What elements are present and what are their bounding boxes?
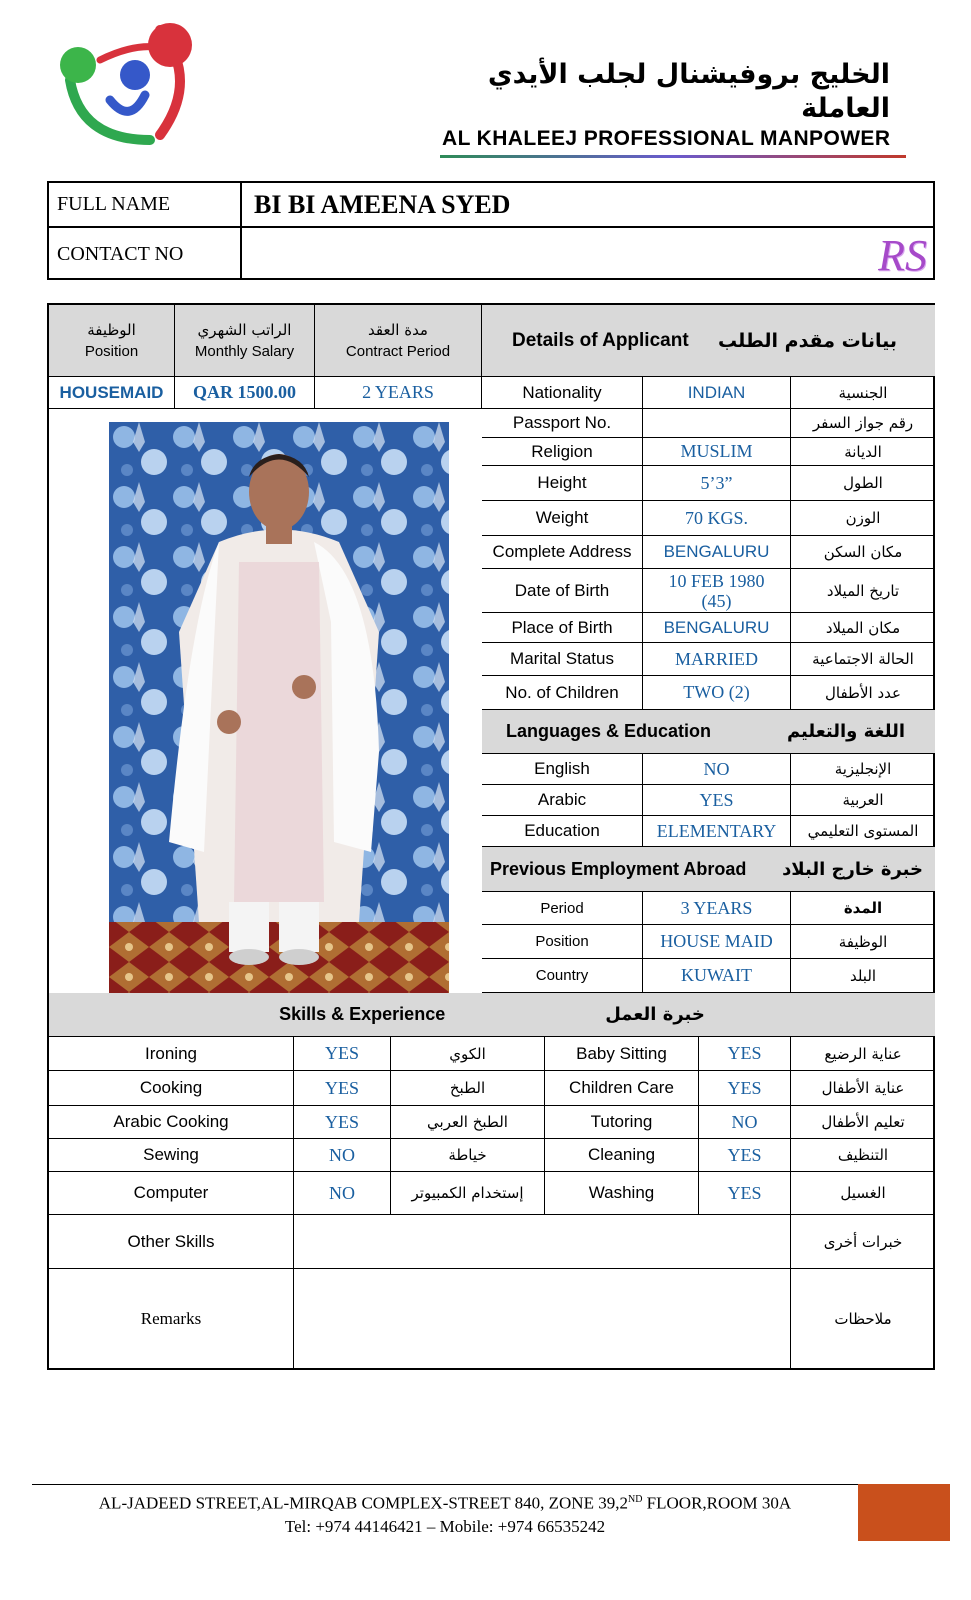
employment-value: HOUSE MAID	[643, 925, 791, 959]
applicant-value: BENGALURU	[643, 613, 791, 643]
remarks-label-ar: ملاحظات	[834, 1309, 892, 1328]
employment-value: 3 YEARS	[643, 892, 791, 925]
employment-label-ar: الوظيفة	[791, 925, 935, 959]
applicant-label-ar: عدد الأطفال	[791, 676, 935, 710]
skill-value: YES	[294, 1106, 391, 1139]
employment-label: Position	[482, 925, 643, 959]
skill-value: NO	[699, 1106, 791, 1139]
skill-value: YES	[294, 1037, 391, 1071]
languages-label-ar: المستوى التعليمي	[791, 816, 935, 847]
applicant-value: 70 KGS.	[643, 501, 791, 536]
employment-value: KUWAIT	[643, 959, 791, 993]
skill-label: Ironing	[49, 1037, 294, 1071]
application-form	[47, 303, 935, 1370]
applicant-header-ar: بيانات مقدم الطلب	[718, 329, 897, 352]
applicant-value: MUSLIM	[643, 438, 791, 466]
applicant-label: Nationality	[482, 377, 643, 409]
salary-header-en: Monthly Salary	[194, 342, 295, 360]
applicant-label-ar: الطول	[791, 466, 935, 501]
applicant-label-ar: تاريخ الميلاد	[791, 569, 935, 613]
skill-value: YES	[699, 1139, 791, 1172]
applicant-value	[643, 409, 791, 438]
skill-label-ar: تعليم الأطفال	[791, 1106, 935, 1139]
employment-header	[482, 847, 935, 892]
contact-label: CONTACT NO	[49, 228, 242, 280]
contract-header-en: Contract Period	[345, 342, 451, 360]
applicant-value: MARRIED	[643, 643, 791, 676]
skill-label-ar: الطبخ	[391, 1071, 545, 1106]
applicant-label: Weight	[482, 501, 643, 536]
contact-row	[49, 228, 933, 280]
employment-label-ar: المدة	[791, 892, 935, 925]
skill-label-ar: خياطة	[391, 1139, 545, 1172]
footer-address-tail: FLOOR,ROOM 30A	[642, 1493, 792, 1513]
languages-label-ar: الإنجليزية	[791, 754, 935, 785]
skill-label: Arabic Cooking	[49, 1106, 294, 1139]
salary-header	[175, 305, 315, 377]
skill-label: Cooking	[49, 1071, 294, 1106]
footer-accent-block	[858, 1484, 950, 1541]
skill-label: Children Care	[545, 1071, 699, 1106]
languages-label: English	[482, 754, 643, 785]
full-name-row	[49, 183, 933, 228]
contract-header	[315, 305, 482, 377]
applicant-value: TWO (2)	[643, 676, 791, 710]
applicant-value-line2: (45)	[701, 590, 732, 611]
initials-stamp: RS	[878, 231, 927, 280]
applicant-label-ar: الجنسية	[791, 377, 935, 409]
employment-label: Country	[482, 959, 643, 993]
applicant-label: Marital Status	[482, 643, 643, 676]
position-header	[49, 305, 175, 377]
salary-value: QAR 1500.00	[175, 377, 315, 409]
skill-label-ar: التنظيف	[791, 1139, 935, 1172]
employment-header-en: Previous Employment Abroad	[490, 858, 747, 879]
brand-underline	[440, 155, 906, 158]
applicant-label: Place of Birth	[482, 613, 643, 643]
applicant-header-en: Details of Applicant	[512, 329, 689, 351]
skill-value: YES	[699, 1071, 791, 1106]
applicant-label: Passport No.	[482, 409, 643, 438]
other-skills-value	[294, 1215, 791, 1269]
applicant-details-header	[482, 305, 935, 377]
skill-label: Baby Sitting	[545, 1037, 699, 1071]
languages-value: YES	[643, 785, 791, 816]
position-header-en: Position	[84, 342, 139, 360]
footer-address	[32, 1488, 858, 1538]
full-name-label: FULL NAME	[49, 183, 242, 226]
employment-header-ar: خبرة خارج البلاد	[782, 858, 923, 880]
employment-label: Period	[482, 892, 643, 925]
languages-label: Education	[482, 816, 643, 847]
contract-value: 2 YEARS	[315, 377, 482, 409]
skill-value: NO	[294, 1172, 391, 1215]
skill-label: Sewing	[49, 1139, 294, 1172]
applicant-label: Complete Address	[482, 536, 643, 569]
position-header-ar: الوظيفة	[87, 320, 136, 339]
applicant-value: 5’3”	[643, 466, 791, 501]
languages-label-ar: العربية	[791, 785, 935, 816]
skill-label-ar: عناية الرضيع	[791, 1037, 935, 1071]
skill-value: YES	[699, 1172, 791, 1215]
skill-label: Washing	[545, 1172, 699, 1215]
footer-rule	[32, 1484, 858, 1485]
other-skills-label: Other Skills	[49, 1215, 294, 1269]
skill-label-ar: عناية الأطفال	[791, 1071, 935, 1106]
footer-address-line	[32, 1488, 858, 1515]
applicant-value: BENGALURU	[643, 536, 791, 569]
skills-header-ar: خبرة العمل	[605, 1004, 705, 1025]
applicant-label-ar: الحالة الاجتماعية	[791, 643, 935, 676]
contact-value	[244, 228, 933, 280]
skill-label: Tutoring	[545, 1106, 699, 1139]
skill-label-ar: الكوي	[391, 1037, 545, 1071]
applicant-photo	[109, 422, 449, 1011]
languages-label: Arabic	[482, 785, 643, 816]
contract-header-ar: مدة العقد	[368, 320, 428, 339]
name-contact-table	[47, 181, 935, 280]
footer-address-main: AL-JADEED STREET,AL-MIRQAB COMPLEX-STREET 840, ZONE 39,2	[98, 1493, 628, 1513]
applicant-label-ar: مكان الميلاد	[791, 613, 935, 643]
skill-value: YES	[699, 1037, 791, 1071]
languages-value: ELEMENTARY	[643, 816, 791, 847]
applicant-label-ar: مكان السكن	[791, 536, 935, 569]
applicant-label-ar: الديانة	[791, 438, 935, 466]
skill-label: Cleaning	[545, 1139, 699, 1172]
languages-header-en: Languages & Education	[506, 721, 712, 741]
applicant-label: Religion	[482, 438, 643, 466]
skill-value: YES	[294, 1071, 391, 1106]
applicant-label: Date of Birth	[482, 569, 643, 613]
other-skills-label-ar: خبرات أخرى	[791, 1215, 935, 1269]
remarks-value	[294, 1269, 791, 1368]
skill-label-ar: الغسيل	[791, 1172, 935, 1215]
full-name-value: BI BI AMEENA SYED	[254, 189, 511, 219]
company-brand	[440, 58, 920, 158]
applicant-label-ar: رقم جواز السفر	[791, 409, 935, 438]
applicant-value	[643, 569, 791, 613]
languages-value: NO	[643, 754, 791, 785]
applicant-value-line1: 10 FEB 1980	[668, 570, 765, 591]
company-name-arabic: الخليج بروفيشنال لجلب الأيدي العاملة	[487, 59, 890, 124]
skill-label-ar: إستخدام الكمبيوتر	[391, 1172, 545, 1215]
skill-value: NO	[294, 1139, 391, 1172]
applicant-value: INDIAN	[643, 377, 791, 409]
applicant-label: Height	[482, 466, 643, 501]
skill-label: Computer	[49, 1172, 294, 1215]
footer-phones: Tel: +974 44146421 – Mobile: +974 66535242	[284, 1516, 606, 1536]
company-name-english: AL KHALEEJ PROFESSIONAL MANPOWER	[442, 127, 891, 150]
salary-header-ar: الراتب الشهري	[197, 320, 292, 339]
skills-header-en: Skills & Experience	[279, 1004, 446, 1024]
languages-header-ar: اللغة والتعليم	[786, 721, 905, 742]
applicant-label-ar: الوزن	[791, 501, 935, 536]
company-logo	[50, 20, 200, 150]
footer-address-sup: ND	[627, 1494, 643, 1505]
position-value: HOUSEMAID	[49, 377, 175, 409]
remarks-label: Remarks	[49, 1269, 294, 1368]
skill-label-ar: الطبخ العربي	[391, 1106, 545, 1139]
languages-header	[482, 710, 935, 754]
employment-label-ar: البلد	[791, 959, 935, 993]
skills-header	[49, 993, 935, 1037]
applicant-label: No. of Children	[482, 676, 643, 710]
